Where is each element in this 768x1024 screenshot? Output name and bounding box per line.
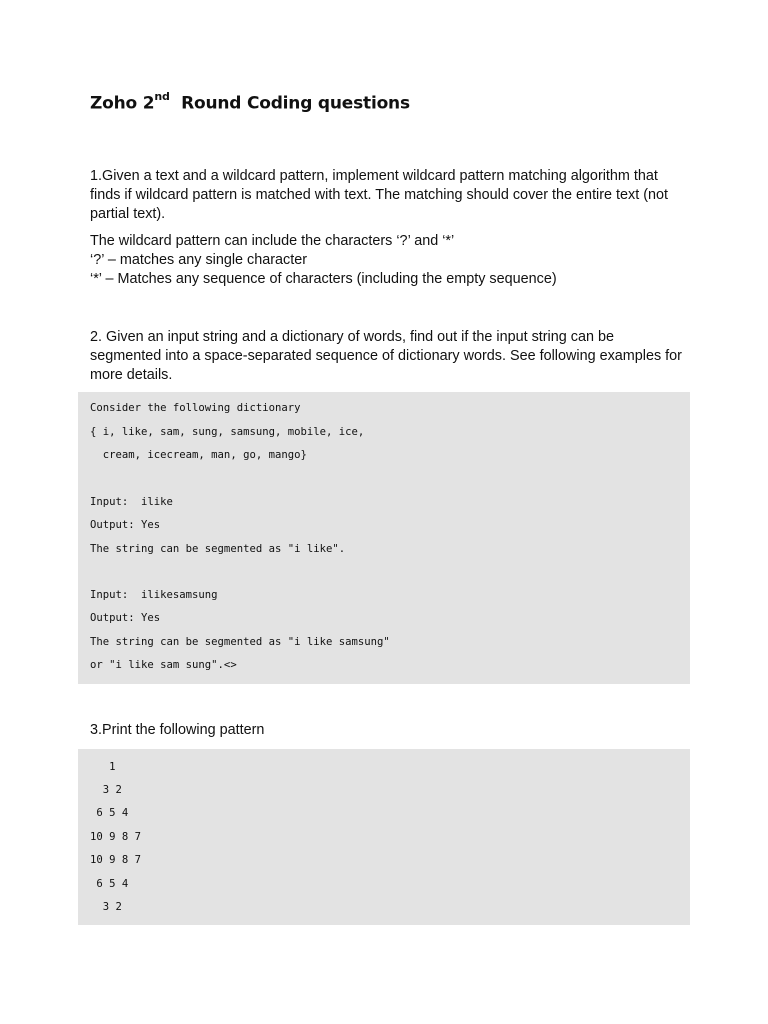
pattern-line: 1 (90, 761, 116, 773)
pattern-line: 3 2 (90, 901, 122, 913)
code-block-dictionary-example (78, 392, 690, 684)
wildcard-asterisk-line: ‘*’ – Matches any sequence of characters (including the empty sequence) (90, 271, 557, 287)
question-2-text: 2. Given an input string and a dictionary of words, find out if the input string can be segmented into a space-separated sequence of dictionary words. See following examples for more details. (90, 329, 682, 383)
pattern-line: 6 5 4 (90, 878, 129, 890)
wildcard-intro-line: The wildcard pattern can include the characters ‘?’ and ‘*’ (90, 233, 455, 249)
code-line: or "i like sam sung".<> (90, 659, 237, 671)
code-line: Output: Yes (90, 612, 161, 624)
code-line: Input: ilike (90, 496, 173, 508)
question-1-text: 1.Given a text and a wildcard pattern, implement wildcard pattern matching algorithm that finds if wildcard pattern is matched with text. The matching should cover the entire text (not partial text). (90, 168, 669, 222)
title-superscript: nd (154, 90, 170, 103)
pattern-line: 6 5 4 (90, 807, 129, 819)
code-line: Output: Yes (90, 519, 161, 531)
pattern-line: 3 2 (90, 784, 122, 796)
code-line: The string can be segmented as "i like". (90, 543, 346, 555)
code-line: { i, like, sam, sung, samsung, mobile, ice, (90, 426, 365, 438)
page-title: Zoho 2nd Round Coding questions (90, 90, 410, 114)
code-block-number-pattern (78, 749, 690, 925)
question-3-text: 3.Print the following pattern (90, 722, 265, 738)
pattern-line: 10 9 8 7 (90, 854, 142, 866)
pattern-line: 10 9 8 7 (90, 831, 142, 843)
wildcard-question-mark-line: ‘?’ – matches any single character (90, 252, 308, 268)
code-line: The string can be segmented as "i like samsung" (90, 636, 390, 648)
code-line: Input: ilikesamsung (90, 589, 218, 601)
code-line: cream, icecream, man, go, mango} (90, 449, 307, 461)
code-line: Consider the following dictionary (90, 402, 301, 414)
